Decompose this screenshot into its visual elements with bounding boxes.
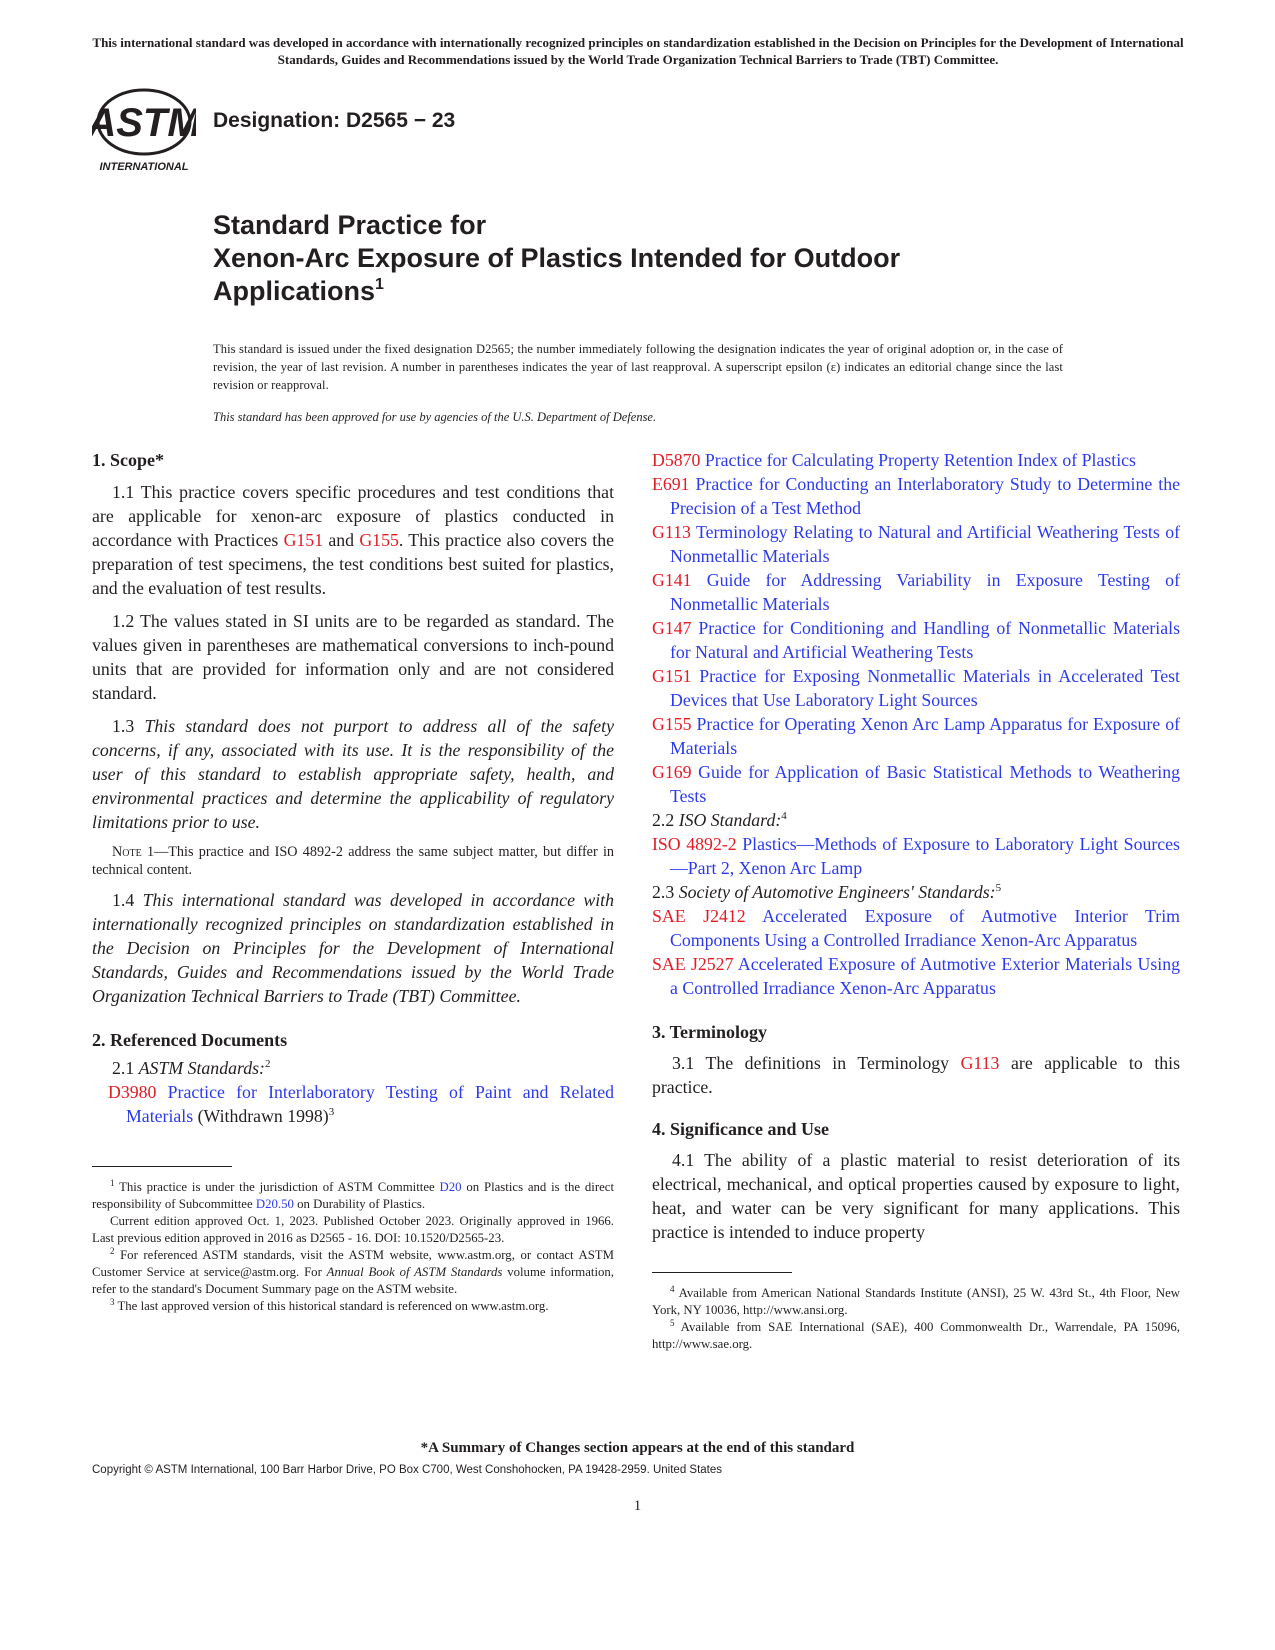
link-g141-title[interactable]: Guide for Addressing Variability in Exposure Testing of Nonmetallic Materials xyxy=(670,570,1180,614)
reference-g113 xyxy=(652,520,1180,568)
footnote-1: $^1$ This practice is under the jurisdiction of ASTM Committee D20 on Plastics and is the direct responsibility of Subcommittee D20.50 on Durability of Plastics. xyxy=(92,1178,615,1211)
reference-g147 xyxy=(652,616,1180,664)
link-d5870-title[interactable]: Practice for Calculating Property Retention Index of Plastics xyxy=(704,450,1136,470)
link-d20-50[interactable]: D20.50 xyxy=(255,1197,294,1211)
link-d20[interactable]: D20 xyxy=(439,1180,462,1194)
svg-text:ASTM: ASTM xyxy=(92,101,196,145)
paragraph-1-2: 1.2 The values stated in SI units are to be regarded as standard. The values given in parentheses are mathematical conversions to inch-pound units that are provided for information only and are not considered standard. xyxy=(92,611,614,703)
footnote-1-edition: Current edition approved Oct. 1, 2023. Published October 2023. Originally approved in 1966. Last previous edition approved in 2016 as D2565 - 16. DOI: 10.1520/D2565-23. xyxy=(92,1214,614,1245)
section-2-heading: 2. Referenced Documents xyxy=(92,1030,288,1050)
link-g113-title[interactable]: Terminology Relating to Natural and Artificial Weathering Tests of Nonmetallic Materials xyxy=(670,522,1181,566)
note-1: Note 1—This practice and ISO 4892-2 address the same subject matter, but differ in technical content. xyxy=(92,844,614,878)
link-g151-title[interactable]: Practice for Exposing Nonmetallic Materials in Accelerated Test Devices that Use Laboratory Light Sources xyxy=(670,666,1180,710)
paragraph-3-1: 3.1 The definitions in Terminology G113 are applicable to this practice. xyxy=(652,1053,1181,1097)
right-footnotes xyxy=(652,1285,1180,1353)
reference-sae-j2412 xyxy=(652,904,1180,952)
left-column xyxy=(92,448,614,1315)
footnote-3: $^3$ The last approved version of this historical standard is referenced on www.astm.org. xyxy=(110,1297,549,1313)
section-1-heading: 1. Scope* xyxy=(92,450,164,470)
paragraph-2-2: 2.2 ISO Standard:$^4$ xyxy=(652,810,787,830)
paragraph-1-4: 1.4 This international standard was developed in accordance with internationally recognized principles on standardization established in the Decision on Principles for the Development of International Standards, Guides and Recommendations issued by the World Trade Organization Technical Barriers to Trade (TBT) Committee. xyxy=(92,890,614,1006)
section-4-heading: 4. Significance and Use xyxy=(652,1119,830,1139)
link-iso-4892-2[interactable]: ISO 4892-2 xyxy=(652,834,737,854)
reference-e691 xyxy=(652,472,1180,520)
summary-of-changes-note: *A Summary of Changes section appears at the end of this standard xyxy=(420,1440,855,1456)
link-g169[interactable]: G169 xyxy=(652,762,692,782)
link-d3980-title[interactable]: Practice for Interlaboratory Testing of Paint and Related Materials xyxy=(126,1082,614,1126)
title-line-1: Standard Practice for xyxy=(213,210,487,240)
link-g155[interactable]: G155 xyxy=(359,530,399,550)
page-number: 1 xyxy=(633,1498,642,1514)
link-g147[interactable]: G147 xyxy=(652,618,692,638)
reference-g155 xyxy=(652,712,1180,760)
link-g155-title[interactable]: Practice for Operating Xenon Arc Lamp Apparatus for Exposure of Materials xyxy=(670,714,1181,758)
left-footnotes xyxy=(92,1179,614,1315)
paragraph-2-1: 2.1 ASTM Standards:$^2$ xyxy=(112,1058,271,1078)
paragraph-4-1: 4.1 The ability of a plastic material to resist deterioration of its electrical, mechanical, and optical properties caused by exposure to light, heat, and water can be very significant for many applications. This practice is intended to induce property xyxy=(652,1150,1180,1242)
link-sae-j2527-title[interactable]: Accelerated Exposure of Autmotive Exterior Materials Using a Controlled Irradiance Xenon-Arc Apparatus xyxy=(670,954,1180,998)
footnote-rule-right xyxy=(652,1272,792,1273)
dod-note: This standard has been approved for use by agencies of the U.S. Department of Defense. xyxy=(213,410,657,424)
astm-logo xyxy=(92,82,196,178)
link-d3980[interactable]: D3980 xyxy=(108,1082,157,1102)
footnote-2: $^2$ For referenced ASTM standards, visit the ASTM website, www.astm.org, or contact ASTM Customer Service at service@astm.org. For Annual Book of ASTM Standards volume information, refer to the standard's Document Summary page on the ASTM website. xyxy=(92,1246,615,1296)
link-g169-title[interactable]: Guide for Application of Basic Statistical Methods to Weathering Tests xyxy=(670,762,1180,806)
link-g147-title[interactable]: Practice for Conditioning and Handling of Nonmetallic Materials for Natural and Artificial Weathering Tests xyxy=(670,618,1180,662)
footnote-rule xyxy=(92,1166,232,1167)
paragraph-1-3: 1.3 This standard does not purport to address all of the safety concerns, if any, associated with its use. It is the responsibility of the user of this standard to establish appropriate safety, health, and environmental practices and determine the applicability of regulatory limitations prior to use. xyxy=(92,716,614,832)
document-title xyxy=(213,209,1013,308)
section-3-heading: 3. Terminology xyxy=(652,1022,768,1042)
issued-note: This standard is issued under the fixed designation D2565; the number immediately following the designation indicates the year of original adoption or, in the case of revision, the year of last revision. A number in parentheses indicates the year of last reapproval. A superscript epsilon (ε) indicates an editorial change since the last revision or reapproval. xyxy=(213,342,1063,392)
right-column xyxy=(652,448,1180,1353)
paragraph-2-3: 2.3 Society of Automotive Engineers' Standards:$^5$ xyxy=(652,882,1002,902)
svg-text:INTERNATIONAL: INTERNATIONAL xyxy=(99,161,189,173)
title-line-3: Applications$^1$ xyxy=(213,276,384,306)
title-footnote-marker[interactable]: 1 xyxy=(375,276,384,293)
paragraph-1-1: 1.1 This practice covers specific procedures and test conditions that are applicable for xenon-arc exposure of plastics conducted in accordance with Practices G151 and G155. This practice also covers the preparation of test specimens, the test conditions best suited for plastics, and the evaluation of test results. xyxy=(92,482,615,598)
link-d5870[interactable]: D5870 xyxy=(652,450,701,470)
link-iso-4892-2-title[interactable]: Plastics—Methods of Exposure to Laboratory Light Sources—Part 2, Xenon Arc Lamp xyxy=(670,834,1180,878)
link-g141[interactable]: G141 xyxy=(652,570,692,590)
link-g151[interactable]: G151 xyxy=(652,666,692,686)
link-sae-j2412-title[interactable]: Accelerated Exposure of Autmotive Interior Trim Components Using a Controlled Irradiance Xenon-Arc Apparatus xyxy=(670,906,1180,950)
link-sae-j2412[interactable]: SAE J2412 xyxy=(652,906,746,926)
link-g151[interactable]: G151 xyxy=(283,530,324,550)
link-g155[interactable]: G155 xyxy=(652,714,692,734)
title-line-2: Xenon-Arc Exposure of Plastics Intended for Outdoor xyxy=(213,243,901,273)
link-e691[interactable]: E691 xyxy=(652,474,690,494)
reference-g151 xyxy=(652,664,1180,712)
reference-iso-4892-2 xyxy=(652,832,1180,880)
reference-g169 xyxy=(652,760,1180,808)
top-notice: This international standard was developed in accordance with internationally recognized principles on standardization established in the Decision on Principles for the Development of International Standards, Guides and Recommendations issued by the World Trade Organization Technical Barriers to Trade (TBT) Committee. xyxy=(92,35,1184,67)
copyright: Copyright © ASTM International, 100 Barr Harbor Drive, PO Box C700, West Conshohocken, PA 19428-2959. United States xyxy=(92,1464,723,1476)
reference-g141 xyxy=(652,568,1180,616)
link-sae-j2527[interactable]: SAE J2527 xyxy=(652,954,734,974)
reference-d5870 xyxy=(652,448,1180,472)
link-g113[interactable]: G113 xyxy=(960,1053,1000,1073)
link-g113[interactable]: G113 xyxy=(652,522,691,542)
reference-d3980: D3980 Practice for Interlaboratory Testing of Paint and Related Materials (Withdrawn 1998)$^3$ xyxy=(108,1082,614,1126)
reference-sae-j2527 xyxy=(652,952,1180,1000)
link-e691-title[interactable]: Practice for Conducting an Interlaboratory Study to Determine the Precision of a Test Method xyxy=(670,474,1180,518)
designation: Designation: D2565 − 23 xyxy=(213,109,456,132)
astm-reference-list xyxy=(652,448,1180,808)
footnote-4: $^4$ Available from American National Standards Institute (ANSI), 25 W. 43rd St., 4th Floor, New York, NY 10036, http://www.ansi.org. xyxy=(652,1284,1180,1317)
footnote-5: $^5$ Available from SAE International (SAE), 400 Commonwealth Dr., Warrendale, PA 15096, http://www.sae.org. xyxy=(652,1318,1180,1351)
